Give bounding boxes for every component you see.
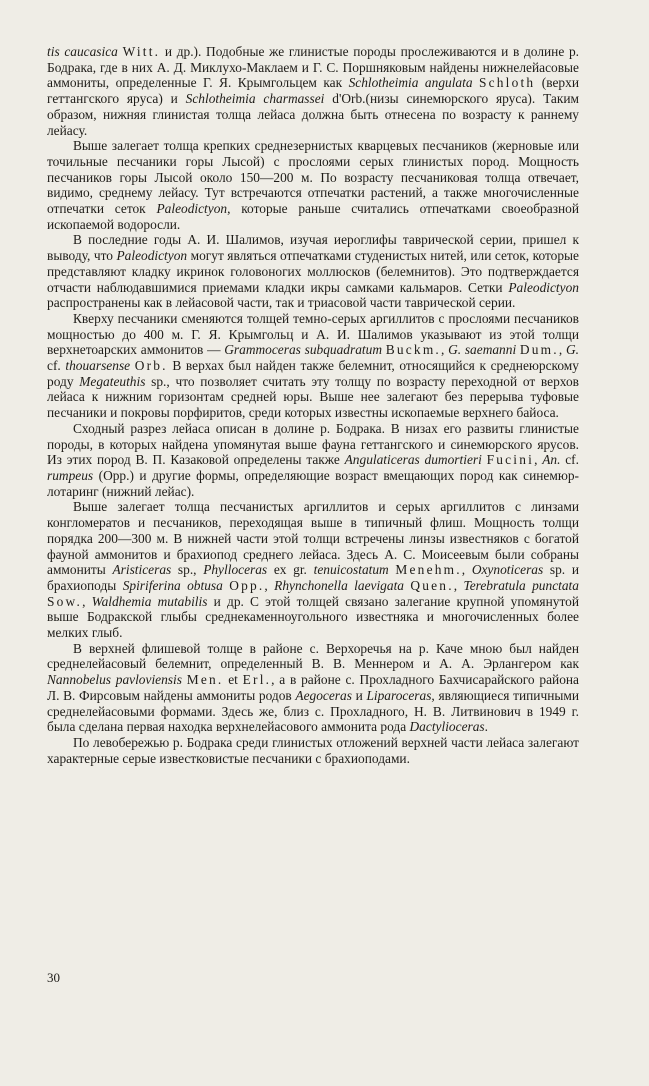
taxon-name: Nannobelus pavloviensis	[47, 672, 182, 688]
text-run: В последние годы А. И. Шалимов, изучая иероглифы таврической серии, пришел к выводу, что	[47, 232, 579, 264]
paragraph	[47, 138, 579, 232]
taxon-name: Aegoceras	[295, 687, 352, 703]
text-run: ,	[264, 577, 275, 593]
text-run: sp.,	[171, 562, 204, 578]
taxon-name: rumpeus	[47, 467, 94, 483]
taxon-name: Paleodictyon	[116, 248, 188, 264]
text-run: В верхней флишевой толще в районе с. Верхоречья на р. Каче мною был найден среднелейасовый белемнит, определенный В. В. Меннером и А. А. Эрлангером как	[47, 640, 579, 672]
taxon-name: Grammoceras subquadratum	[224, 342, 382, 358]
taxon-name: Dactylioceras	[409, 719, 485, 735]
text-run: ,	[534, 452, 543, 468]
text-run: d'Orb.(низы синемюрского яруса). Таким образом, нижняя глинистая толща лейаса должна быть отнесена по возрасту к раннему лейасу.	[47, 91, 580, 138]
text-run: (верхи геттангского яруса) и	[47, 75, 579, 107]
taxon-name: Schlotheimia angulata	[348, 75, 473, 91]
text-run: ,	[440, 342, 449, 358]
taxon-name: Paleodictyon	[508, 279, 579, 295]
author-name: Witt.	[122, 44, 161, 59]
author-name: Sow.	[47, 593, 83, 609]
author-name: Dum.	[519, 342, 559, 358]
text-run: ,	[453, 577, 464, 593]
text-run: ,	[82, 593, 92, 609]
taxon-name: Waldhemia mutabilis	[91, 593, 208, 609]
author-name: Fucini	[486, 452, 535, 468]
text-run: , являющиеся типичными среднелейасовыми формами. Здесь же, близ с. Прохладного, Н. В. Литвинович в 1949 г. была сделана первая находка верхнелейасового аммонита рода	[47, 687, 579, 735]
taxon-name: Spiriferina obtusa	[122, 577, 223, 593]
taxon-name: G.	[565, 342, 579, 358]
text-run: .	[484, 719, 488, 735]
text-run: , которые раньше считались отпечатками своеобразной ископаемой водоросли.	[47, 201, 580, 232]
text-run: sp. и брахиоподы	[47, 562, 579, 593]
author-name: Menehm.	[395, 562, 462, 578]
taxon-name: Paleodictyon	[156, 201, 228, 217]
text-run: et	[223, 672, 243, 688]
taxon-name: Liparoceras	[366, 687, 432, 703]
text-run: , а в районе с. Прохладного Бахчисарайского района Л. В. Фирсовым найдены аммониты родов	[47, 672, 580, 703]
author-name: Erl.	[242, 672, 272, 688]
paragraph	[47, 499, 579, 640]
paragraph	[47, 44, 579, 138]
taxon-name: thouarsense	[65, 358, 131, 374]
taxon-name: G. saemanni	[448, 342, 517, 358]
taxon-name: Angulaticeras dumortieri	[344, 452, 482, 468]
text-run: могут являться отпечатками студенистых нитей, или сеток, которые представляют кладку икринок головоногих моллюсков (белемнитов). Это подтверждается отчасти наблюдавшимися приемами кладки икры самками кальмаров. Сетки	[47, 248, 579, 295]
text-run: распространены как в лейасовой части, так и триасовой части таврической серии.	[47, 295, 516, 311]
text-run: ,	[461, 562, 472, 578]
text-run: cf.	[560, 452, 579, 468]
taxon-name: Terebratula punctata	[463, 577, 579, 593]
text-run: sp., что позволяет считать эту толщу по возрасту переходной от верхов лейаса к нижним горизонтам средней юры. Выше нее залегают без перерыва туфовые песчаники и покровы порфиритов, среди которых известны ископаемые верхнего байоса.	[47, 373, 579, 421]
author-name: Men.	[186, 672, 224, 688]
paragraph	[47, 735, 579, 766]
text-run: cf.	[47, 358, 66, 374]
author-name: Opp.	[229, 577, 265, 593]
taxon-name: An.	[542, 452, 561, 468]
text-run: Выше залегает толща крепких среднезернистых кварцевых песчаников (жерновые или точильные песчаники горы Лысой) с прослоями серых глинистых пород. Мощность песчаников горы Лысой около 150—200 м. По возрасту песчаниковая толща отвечает, видимо, среднему лейасу. Тут встречаются отпечатки растений, а также многочисленные отпечатки сеток	[47, 138, 579, 217]
text-run: (Opp.) и другие формы, определяющие возраст вмещающих пород как синемюр-лотаринг (нижний лейас).	[47, 467, 579, 499]
text-run: В верхах был найден также белемнит, относящийся к среднеюрскому роду	[47, 358, 579, 389]
text-run: и др. С этой толщей связано залегание крупной упомянутой выше Бодракской глыбы среднекаменноугольного известняка и многочисленных более мелких глыб.	[47, 593, 579, 641]
text-run: По левобережью р. Бодрака среди глинистых отложений верхней части лейаса залегают характерные серые известковистые песчаники с брахиоподами.	[47, 734, 579, 766]
taxon-name: tis caucasica	[47, 44, 118, 59]
paragraph	[47, 641, 579, 735]
text-run: и	[351, 687, 367, 703]
taxon-name: Oxynoticeras	[471, 562, 544, 578]
paragraph	[47, 311, 579, 421]
author-name: Schloth	[479, 75, 536, 91]
taxon-name: Schlotheimia charmassei	[185, 91, 325, 107]
taxon-name: tenuicostatum	[313, 562, 389, 578]
text-run: ex gr.	[267, 562, 314, 578]
taxon-name: Rhynchonella laevigata	[274, 577, 404, 593]
text-run: Выше залегает толща песчанистых аргиллитов и серых аргиллитов с линзами конгломератов и песчаников, переходящая выше в типичный флиш. Мощность толщи порядка 200—300 м. В нижней части этой толщи встречены линзы известняков с богатой фауной аммонитов и брахиопод среднего лейаса. Здесь А. С. Моисеевым были собраны аммониты	[47, 499, 579, 578]
paragraph	[47, 421, 579, 500]
body-text	[47, 44, 579, 766]
author-name: Orb.	[134, 358, 168, 374]
page-number: 30	[47, 970, 60, 985]
author-name: Buckm.	[385, 342, 441, 358]
taxon-name: Phylloceras	[203, 562, 268, 578]
taxon-name: Megateuthis	[79, 373, 146, 389]
author-name: Quen.	[410, 577, 454, 593]
paragraph	[47, 232, 579, 311]
text-run: и др.). Подобные же глинистые породы прослеживаются и в долине р. Бодрака, где в них А. Д. Миклухо-Маклаем и Г. С. Поршняковым найдены нижнелейасовые аммониты, определенные Г. Я. Крымгольцем как	[47, 44, 579, 91]
text-run: ,	[558, 342, 566, 358]
text-run: Кверху песчаники сменяются толщей темно-серых аргиллитов с прослоями песчаников мощностью до 400 м. Г. Я. Крымгольц и А. И. Шалимов указывают из этой толщи верхнетоарских аммонитов —	[47, 310, 579, 358]
taxon-name: Aristiceras	[112, 562, 172, 578]
text-run: Сходный разрез лейаса описан в долине р. Бодрака. В низах его развиты глинистые породы, в которых найдена упомянутая выше фауна геттангского и синемюрского ярусов. Из этих пород В. П. Казаковой определены также	[47, 420, 579, 468]
